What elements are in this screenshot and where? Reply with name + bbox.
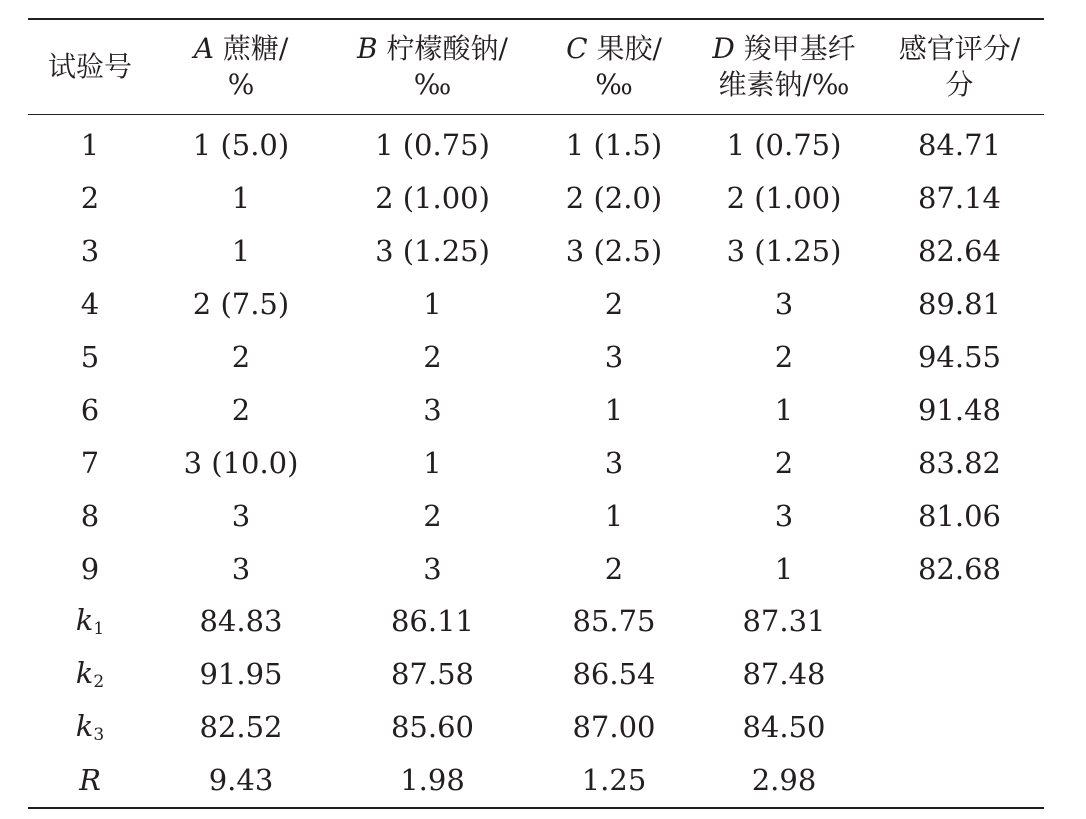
column-header-text: ‰ [595, 68, 633, 101]
column-header-0 [28, 19, 152, 115]
table-cell: 2 [423, 498, 442, 533]
column-header-2 [330, 19, 535, 115]
column-header-line [152, 67, 330, 103]
table-cell: 2 [604, 287, 624, 322]
stat-value-cell: 85.75 [572, 604, 656, 639]
table-cell: 1 (1.5) [565, 128, 663, 163]
table-cell: 2 (1.00) [726, 181, 842, 216]
stat-value-cell: 86.11 [390, 604, 475, 639]
table-cell: 3 [423, 392, 442, 427]
table-row [28, 172, 1044, 225]
stat-value-cell [875, 701, 1044, 754]
table-cell: 1 (0.75) [375, 128, 490, 163]
table-cell: 1 (5.0) [192, 128, 290, 163]
column-header-line [535, 31, 693, 67]
column-header-text: 羧甲基纤 [743, 32, 856, 65]
column-header-text: 维素钠/‰ [718, 68, 850, 101]
stat-value-cell: 84.83 [199, 604, 283, 639]
stat-label-subscript: 3 [93, 725, 105, 746]
stat-value-cell: 87.31 [742, 604, 826, 639]
trial-number-cell: 4 [80, 287, 100, 322]
table-body [28, 115, 1044, 808]
factor-variable: C [566, 32, 588, 65]
column-header-line [28, 49, 152, 85]
column-header-text: ‰ [413, 68, 452, 101]
table-cell: 81.06 [917, 498, 1002, 533]
table-cell: 1 (0.75) [726, 128, 842, 163]
table-cell: 2 (7.5) [192, 287, 290, 322]
table-cell: 84.71 [917, 128, 1002, 163]
table-cell: 3 [604, 445, 624, 480]
table-cell: 1 [604, 498, 624, 533]
stat-value-cell: 91.95 [199, 657, 283, 692]
column-header-line [875, 67, 1044, 103]
stat-row [28, 701, 1044, 754]
table-cell: 3 (1.25) [726, 234, 842, 269]
table-cell: 3 (1.25) [375, 234, 490, 269]
table-cell: 89.81 [917, 287, 1002, 322]
stat-label-cell [28, 701, 152, 754]
table-cell: 2 [774, 340, 794, 374]
factor-variable: B [357, 32, 378, 65]
column-header-line [152, 31, 330, 67]
table-cell: 3 [231, 498, 251, 533]
table-cell: 2 [774, 445, 794, 480]
table-cell: 1 [774, 551, 794, 586]
factor-variable: A [193, 32, 214, 65]
table-cell: 87.14 [917, 181, 1002, 216]
factor-variable: D [712, 32, 735, 65]
column-header-text: 柠檬酸钠/ [386, 32, 508, 65]
table-row [28, 331, 1044, 384]
table-row [28, 115, 1044, 172]
column-header-1 [152, 19, 330, 115]
table-cell: 1 [604, 392, 624, 427]
stat-value-cell: 2.98 [751, 763, 817, 798]
column-header-text: % [227, 68, 255, 101]
stat-row [28, 754, 1044, 808]
table-cell: 1 [774, 392, 794, 427]
stat-label-cell [28, 754, 152, 808]
table-row [28, 225, 1044, 278]
trial-number-cell: 3 [80, 234, 100, 269]
header-row [28, 19, 1044, 115]
column-header-line [693, 67, 875, 103]
column-header-text: 感官评分/ [898, 32, 1021, 65]
stat-row [28, 595, 1044, 648]
stat-label-cell [28, 648, 152, 701]
trial-number-cell: 8 [80, 498, 100, 533]
stat-label: k [75, 709, 94, 744]
table-cell: 1 [423, 287, 442, 322]
table-row [28, 542, 1044, 595]
table-cell: 82.68 [917, 551, 1002, 586]
stat-value-cell: 82.52 [199, 710, 283, 745]
table-row [28, 489, 1044, 542]
stat-value-cell: 85.60 [390, 710, 475, 745]
table-cell: 91.48 [917, 392, 1002, 427]
table-header [28, 19, 1044, 115]
table-cell: 3 [774, 287, 794, 322]
stat-row [28, 648, 1044, 701]
table-cell: 2 (1.00) [375, 181, 490, 216]
stat-value-cell: 87.48 [742, 657, 826, 692]
table-cell: 2 [604, 551, 624, 586]
column-header-line [535, 67, 693, 103]
stat-label: k [75, 656, 94, 691]
stat-label-subscript: 2 [93, 672, 105, 693]
trial-number-cell: 5 [80, 340, 100, 374]
column-header-3 [535, 19, 693, 115]
table-cell: 3 (10.0) [183, 445, 299, 480]
column-header-line [330, 31, 535, 67]
table-cell: 82.64 [917, 234, 1002, 269]
table-cell: 1 [423, 445, 442, 480]
table-cell: 3 [423, 551, 442, 586]
table-row [28, 278, 1044, 331]
trial-number-cell: 6 [80, 392, 100, 427]
column-header-4 [693, 19, 875, 115]
column-header-line [875, 31, 1044, 67]
stat-value-cell: 1.25 [581, 763, 647, 798]
table-cell: 3 [604, 340, 624, 374]
stat-value-cell [875, 648, 1044, 701]
column-header-text: 蔗糖/ [222, 32, 289, 65]
table-cell: 3 (2.5) [565, 234, 663, 269]
column-header-line [693, 31, 875, 67]
table-cell: 83.82 [917, 445, 1002, 480]
table-row [28, 436, 1044, 489]
orthogonal-test-table [28, 18, 1044, 809]
stat-label: R [79, 763, 101, 798]
column-header-text: 果胶/ [596, 32, 662, 65]
column-header-line [330, 67, 535, 103]
stat-value-cell [875, 595, 1044, 648]
table-cell: 2 [423, 340, 442, 374]
table-cell: 2 [231, 392, 251, 427]
stat-value-cell: 84.50 [742, 710, 826, 745]
stat-label-cell [28, 595, 152, 648]
stat-label-subscript: 1 [93, 619, 105, 640]
stat-label: k [75, 603, 94, 638]
trial-number-cell: 9 [80, 551, 100, 586]
table-cell: 2 (2.0) [565, 181, 663, 216]
table-cell: 3 [231, 551, 251, 586]
trial-number-cell: 7 [80, 445, 100, 480]
table-cell: 1 [231, 181, 251, 216]
orthogonal-test-table-container [28, 18, 1044, 809]
table-cell: 94.55 [917, 340, 1002, 374]
column-header-5 [875, 19, 1044, 115]
table-row [28, 383, 1044, 436]
stat-value-cell: 86.54 [572, 657, 656, 692]
column-header-text: 分 [945, 68, 974, 101]
stat-value-cell: 1.98 [400, 763, 465, 798]
trial-number-cell: 1 [80, 128, 100, 163]
table-cell: 3 [774, 498, 794, 533]
stat-value-cell: 87.58 [390, 657, 475, 692]
stat-value-cell [875, 754, 1044, 808]
table-cell: 2 [231, 340, 251, 374]
trial-number-cell: 2 [80, 181, 100, 216]
stat-value-cell: 9.43 [208, 763, 274, 798]
table-cell: 1 [231, 234, 251, 269]
stat-value-cell: 87.00 [572, 710, 656, 745]
column-header-text: 试验号 [47, 50, 132, 83]
